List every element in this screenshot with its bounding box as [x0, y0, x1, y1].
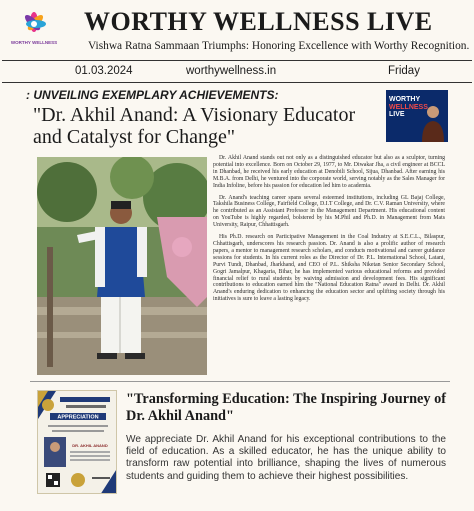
main-photo — [37, 157, 207, 375]
second-headline: "Transforming Education: The Inspiring Journey of Dr. Akhil Anand" — [126, 391, 446, 424]
educator-photo-image — [37, 157, 207, 375]
thumbnail-title: WORTHY WELLNESS LIVE — [389, 96, 428, 118]
lotus-logo-icon — [17, 8, 51, 40]
dateline — [0, 64, 474, 82]
portrait-icon — [420, 102, 446, 142]
issue-day: Friday — [388, 65, 420, 77]
certificate-recipient: DR. AKHIL ANAND — [72, 443, 108, 448]
website-link[interactable]: worthywellness.in — [186, 65, 277, 77]
feature-article — [213, 155, 445, 308]
issue-date: 01.03.2024 — [75, 65, 133, 77]
section-kicker: : UNVEILING EXEMPLARY ACHIEVEMENTS: — [26, 88, 279, 102]
logo-text: WORTHY WELLNESS — [10, 40, 58, 45]
appreciation-certificate — [37, 390, 117, 494]
divider — [2, 60, 472, 61]
article-paragraph: Dr. Anand's teaching career spans several esteemed institutions, including GL Bajaj College, Takshila Business College, Fairfield College, D.I.T College, and Dr. C.V. Raman University, where he contributed as an Assistant Professor in the Management Department. His educational content on YouTube is highly regarded, bolstered by his M.Phil and Ph.D. in Management from Mats University, Raipur, Chhattisgarh. — [213, 194, 445, 229]
certificate-title: APPRECIATION — [57, 414, 99, 421]
article-paragraph: His Ph.D. research on Participative Management in the Coal Industry at S.E.C.L., Bilaspur, Chhattisgarh, underscores his research passion. Dr. Anand is also a prolific author of research papers, a mentor to management research scholars, and conducts motivational and career guidance sessions for students. In his current roles as the Director of Dr. P.L. International School, Latani, Purvi Tundi, Dhanbad, Jharkhand, and CEO of P.L. Shiksha Niketan Senior Secondary School, Gogri Jamalpur, Khagaria, Bihar, he has implemented various educational reforms and provided financial relief to rural students by waiving admission and development fees. His significant contributions to education earned him the "National Education Ratna" award in Delhi. Dr. Akhil Anand's enduring dedication to enhancing the education sector and uplifting society through his initiatives is sure to leave a lasting legacy. — [213, 234, 445, 303]
second-body: We appreciate Dr. Akhil Anand for his exceptional contributions to the field of education. As a skilled educator, he has the unique ability to transform raw potential into brilliance, shaping the lives of numerous students and guiding them to achieve their highest possibilities. — [126, 434, 446, 482]
certificate-image — [38, 391, 117, 494]
article-paragraph: Dr. Akhil Anand stands out not only as a distinguished educator but also as a sculptor, turning potential into excellence. Born on October 29, 1977, to Mr. Diwakar Jha, a civil engineer at BCCL in Dhanbad, he received his early education at Denobili School, Sijua, Dhanbad. After earning his M.B.A. from Delhi, he ventured into the corporate world, serving notably as the Sales Manager for India Infoline, before his passion for education led him to academia. — [213, 155, 445, 189]
publication-subtitle: Vishwa Ratna Sammaan Triumphs: Honoring Excellence with Worthy Recognition. — [88, 40, 470, 52]
brand-logo[interactable] — [8, 8, 60, 52]
masthead — [0, 0, 474, 60]
publication-title: WORTHY WELLNESS LIVE — [84, 7, 433, 36]
divider — [2, 82, 472, 83]
section-divider — [30, 381, 450, 382]
video-thumbnail[interactable] — [386, 90, 448, 142]
feature-headline: "Dr. Akhil Anand: A Visionary Educator and Catalyst for Change" — [33, 104, 356, 148]
